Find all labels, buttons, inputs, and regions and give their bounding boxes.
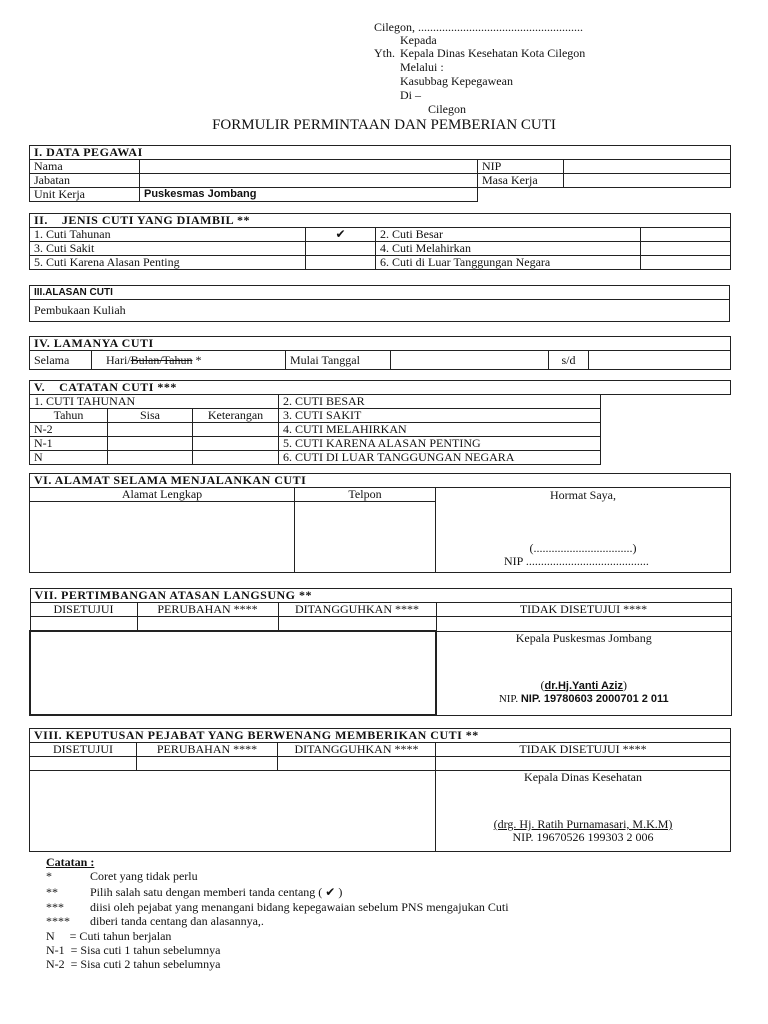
melalui-label: Melalui : [400, 60, 444, 74]
mulai-tanggal-label: Mulai Tanggal [286, 351, 391, 370]
paren-close: ) [622, 677, 627, 692]
check-cell-cuti-tahunan[interactable] [306, 228, 376, 242]
section-lamanya-cuti [29, 336, 731, 370]
col-tidak-disetujui: TIDAK DISETUJUI **** [436, 603, 731, 617]
note-key: ** [46, 885, 58, 899]
reason-field[interactable]: Pembukaan Kuliah [30, 300, 730, 322]
section-title: VI. ALAMAT SELAMA MENJALANKAN CUTI [30, 474, 731, 488]
col-perubahan: PERUBAHAN **** [137, 603, 278, 617]
blank-cell [601, 437, 731, 451]
kepada-label: Kepada [400, 33, 437, 47]
atasan-position: Kepala Puskesmas Jombang [515, 631, 652, 645]
nama-field[interactable] [140, 160, 478, 174]
tidak-disetujui-field[interactable] [436, 757, 731, 771]
ket-n-field[interactable] [193, 451, 279, 465]
option-cuti-tahunan: 1. Cuti Tahunan [30, 228, 306, 242]
section-jenis-cuti [29, 213, 731, 270]
cuti-tahunan-label: 1. CUTI TAHUNAN [30, 395, 279, 409]
cuti-besar-label: 2. CUTI BESAR [279, 395, 601, 409]
year-n1: N-1 [30, 437, 108, 451]
note-text-main: Pilih salah satu dengan memberi tanda centang ( [90, 885, 323, 899]
option-cuti-besar: 2. Cuti Besar [376, 228, 641, 242]
col-alamat-lengkap: Alamat Lengkap [30, 488, 295, 502]
atasan-nip: NIP. NIP. 19780603 2000701 2 011 [498, 692, 669, 705]
section-title-text: JENIS CUTI YANG DIAMBIL ** [61, 213, 250, 227]
check-cell-cuti-sakit[interactable] [306, 242, 376, 256]
blank-cell [601, 409, 731, 423]
city: Cilegon [428, 102, 466, 116]
legend-n1: N-1 = Sisa cuti 1 tahun sebelumnya [46, 943, 221, 957]
tidak-disetujui-field[interactable] [436, 617, 731, 632]
note-text: Coret yang tidak perlu [90, 869, 198, 883]
col-tahun: Tahun [30, 409, 108, 423]
applicant-nip-line[interactable]: NIP ......................................... [504, 554, 649, 568]
sd-label: s/d [549, 351, 589, 370]
ditangguhkan-field[interactable] [278, 757, 436, 771]
yth-label: Yth. [374, 46, 395, 60]
nip-label: NIP [478, 160, 564, 174]
option-cuti-alasan-penting: 5. Cuti Karena Alasan Penting [30, 256, 306, 270]
atasan-name-line [441, 679, 727, 693]
jabatan-label: Jabatan [30, 174, 140, 188]
section-title: VII. PERTIMBANGAN ATASAN LANGSUNG ** [30, 589, 731, 603]
blank-cell [601, 451, 731, 465]
section-title: IV. LAMANYA CUTI [30, 337, 731, 351]
applicant-name-line[interactable]: (.................................) [529, 541, 637, 555]
ditangguhkan-field[interactable] [278, 617, 436, 632]
col-tidak-disetujui: TIDAK DISETUJUI **** [436, 743, 731, 757]
check-cell-cuti-melahirkan[interactable] [641, 242, 731, 256]
note-text: diisi oleh pejabat yang menangani bidang kepegawaian sebelum PNS mengajukan Cuti [90, 900, 509, 914]
blank-cell [601, 395, 731, 409]
via-recipient: Kasubbag Kepegawean [400, 74, 513, 88]
cuti-sakit-label: 3. CUTI SAKIT [279, 409, 601, 423]
selama-label: Selama [30, 351, 92, 370]
cuti-luar-tanggungan-label: 6. CUTI DI LUAR TANGGUNGAN NEGARA [279, 451, 601, 465]
note-text-tail: ) [335, 885, 343, 899]
check-cell-cuti-besar[interactable] [641, 228, 731, 242]
duration-unit-field[interactable] [92, 351, 286, 370]
section-keputusan [29, 728, 731, 852]
section-data-pegawai [29, 145, 731, 202]
section-title: I. DATA PEGAWAI [30, 146, 731, 160]
note-key: *** [46, 900, 64, 914]
paren-open: ( [540, 677, 545, 692]
option-cuti-luar-tanggungan: 6. Cuti di Luar Tanggungan Negara [376, 256, 641, 270]
jabatan-field[interactable] [140, 174, 478, 188]
telpon-field[interactable] [295, 502, 436, 573]
section-alasan-cuti [29, 285, 730, 322]
checkmark-icon: ✔ [335, 227, 346, 241]
masa-kerja-label: Masa Kerja [478, 174, 564, 188]
section-title [30, 381, 731, 395]
hormat-saya: Hormat Saya, [550, 488, 616, 502]
pejabat-position: Kepala Dinas Kesehatan [524, 770, 642, 784]
signature-box-pejabat [436, 771, 731, 852]
nip-field[interactable] [564, 160, 731, 174]
atasan-nip-value: NIP. 19780603 2000701 2 011 [520, 692, 669, 705]
signature-box-atasan [436, 631, 731, 715]
section-number: II. [34, 213, 48, 227]
sisa-n-field[interactable] [108, 451, 193, 465]
cuti-melahirkan-label: 4. CUTI MELAHIRKAN [279, 423, 601, 437]
year-n: N [30, 451, 108, 465]
signature-box-pemohon [436, 488, 731, 573]
perubahan-field[interactable] [137, 757, 278, 771]
start-date-field[interactable] [391, 351, 549, 370]
atasan-name: dr.Hj.Yanti Aziz [544, 679, 623, 692]
perubahan-field[interactable] [137, 617, 278, 632]
notes-field[interactable] [30, 631, 436, 715]
check-cell-cuti-alasan-penting[interactable] [306, 256, 376, 270]
sisa-n2-field[interactable] [108, 423, 193, 437]
disetujui-field[interactable] [30, 617, 137, 632]
disetujui-field[interactable] [30, 757, 137, 771]
unit-struck: Bulan/Tahun [130, 352, 193, 367]
alamat-field[interactable] [30, 502, 295, 573]
note-text [90, 885, 342, 899]
section-alamat [29, 473, 731, 573]
section-title [30, 214, 731, 228]
notes-title: Catatan : [46, 855, 95, 869]
legend-n: N = Cuti tahun berjalan [46, 929, 172, 943]
col-disetujui: DISETUJUI [30, 743, 137, 757]
option-cuti-melahirkan: 4. Cuti Melahirkan [376, 242, 641, 256]
section-pertimbangan [29, 588, 732, 716]
col-ditangguhkan: DITANGGUHKAN **** [278, 603, 436, 617]
col-sisa: Sisa [108, 409, 193, 423]
check-cell-cuti-luar-tanggungan[interactable] [641, 256, 731, 270]
notes-field[interactable] [30, 771, 436, 852]
pejabat-name: (drg. Hj. Ratih Purnamasari, M.K.M) [493, 817, 673, 831]
col-disetujui: DISETUJUI [30, 603, 137, 617]
nama-label: Nama [30, 160, 140, 174]
blank-cell [601, 423, 731, 437]
note-text: diberi tanda centang dan alasannya,. [90, 914, 264, 928]
col-telpon: Telpon [295, 488, 436, 502]
unit-kerja-label: Unit Kerja [30, 188, 140, 202]
cuti-alasan-penting-label: 5. CUTI KARENA ALASAN PENTING [279, 437, 601, 451]
checkmark-icon: ✔ [325, 885, 336, 899]
recipient: Kepala Dinas Kesehatan Kota Cilegon [400, 46, 586, 60]
di-label: Di – [400, 88, 421, 102]
sisa-n1-field[interactable] [108, 437, 193, 451]
section-catatan-cuti [29, 380, 731, 465]
blank-cell [478, 188, 731, 202]
ket-n2-field[interactable] [193, 423, 279, 437]
unit-hari: Hari/ [106, 352, 131, 367]
place-date: Cilegon, ....................................................... [374, 20, 583, 34]
section-title: III.ALASAN CUTI [30, 286, 730, 300]
col-perubahan: PERUBAHAN **** [137, 743, 278, 757]
section-number: V. [34, 380, 46, 394]
section-title: VIII. KEPUTUSAN PEJABAT YANG BERWENANG MEMBERIKAN CUTI ** [30, 729, 731, 743]
col-ditangguhkan: DITANGGUHKAN **** [278, 743, 436, 757]
end-date-field[interactable] [589, 351, 731, 370]
legend-n2: N-2 = Sisa cuti 2 tahun sebelumnya [46, 957, 221, 971]
year-n2: N-2 [30, 423, 108, 437]
col-keterangan: Keterangan [193, 409, 279, 423]
unit-asterisk: * [192, 352, 202, 367]
form-title: FORMULIR PERMINTAAN DAN PEMBERIAN CUTI [212, 117, 556, 133]
section-title-text: CATATAN CUTI *** [59, 380, 177, 394]
masa-kerja-field[interactable] [564, 174, 731, 188]
note-key: * [46, 869, 52, 883]
unit-kerja-field[interactable]: Puskesmas Jombang [140, 188, 478, 202]
option-cuti-sakit: 3. Cuti Sakit [30, 242, 306, 256]
pejabat-nip: NIP. 19670526 199303 2 006 [512, 830, 654, 844]
note-key: **** [46, 914, 70, 928]
ket-n1-field[interactable] [193, 437, 279, 451]
